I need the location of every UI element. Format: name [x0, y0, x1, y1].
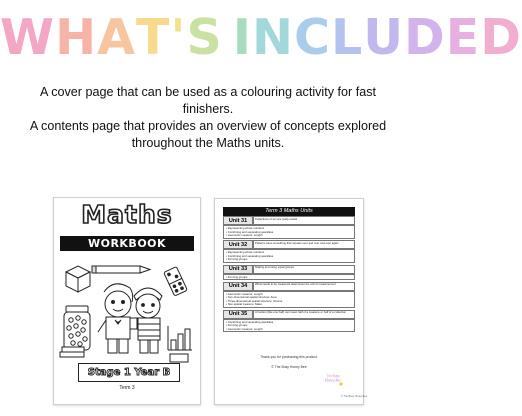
bar-graph-icon — [168, 326, 192, 350]
pencil-icon — [92, 266, 150, 273]
title-letter: L — [330, 9, 364, 66]
title-letter: I — [232, 9, 252, 66]
unit-name: Unit 31 — [223, 216, 253, 225]
base-ten-block-icon — [170, 354, 188, 362]
copyright-text: © The Busy Honey Bee — [341, 395, 368, 398]
counters-jar-icon — [64, 306, 90, 350]
description-line-contents: A contents page that provides an overview of concepts explored throughout the Maths units. — [29, 119, 387, 150]
unit-concepts-list — [223, 249, 355, 263]
unit-description: Collections of ten are really useful — [253, 216, 355, 225]
unit-concept-item: • Combining and separating quantities — [226, 231, 352, 235]
unit-concept-item: • Combining and separating quantities — [226, 255, 352, 259]
cover-term: Term 3 — [119, 385, 135, 391]
unit-row — [223, 240, 355, 249]
domino-icon — [164, 267, 188, 296]
unit-concept-item: • Geometric measure: Length — [226, 293, 352, 297]
cover-title: Maths — [81, 200, 173, 229]
unit-concept-item: • Three-dimensional spatial structure: Volume — [226, 300, 352, 304]
books-icon — [60, 347, 84, 357]
unit-row — [223, 265, 355, 274]
girl-figure — [130, 288, 162, 353]
cover-subtitle: WORKBOOK — [60, 236, 194, 251]
title-letter: D — [404, 9, 446, 66]
unit-concept-item: • Forming groups — [226, 258, 352, 262]
unit-concepts-list — [223, 225, 355, 239]
unit-row — [223, 216, 355, 225]
cube-icon — [66, 266, 90, 292]
unit-description: What needs to be measured determines the unit of measurement — [253, 282, 355, 291]
unit-concept-item: • Non-spatial measure: Mass — [226, 303, 352, 307]
kids-colouring-illustration — [58, 254, 196, 364]
unit-concepts-list — [223, 319, 355, 333]
svg-text:The Busy: The Busy — [326, 374, 340, 378]
unit-name: Unit 33 — [223, 265, 253, 274]
svg-text:Honey Bee: Honey Bee — [325, 378, 341, 383]
contents-heading: Term 3 Maths Units — [223, 207, 355, 216]
unit-concept-item: • Forming groups — [226, 276, 352, 280]
unit-concept-item: • Representing whole numbers — [226, 251, 352, 255]
boy-figure — [98, 284, 133, 353]
title-letter: U — [363, 9, 405, 66]
unit-description: Making and using equal groups — [253, 265, 355, 274]
unit-concept-item: • Representing whole numbers — [226, 227, 352, 231]
title-letter: C — [294, 9, 331, 66]
title-letter: A — [97, 9, 137, 66]
unit-name: Unit 35 — [223, 310, 253, 319]
unit-concept-item: • Two-dimensional spatial structure: Area — [226, 296, 352, 300]
title-letter: ' — [170, 9, 187, 66]
unit-concepts-list — [223, 274, 355, 281]
cover-page-preview — [53, 197, 201, 405]
title-letter: W — [0, 9, 56, 66]
contents-page-preview — [214, 198, 368, 405]
unit-description: Patterns have something that repeats over and over and over again — [253, 240, 355, 249]
unit-concept-item: • Geometric measure: Length — [226, 328, 352, 332]
cover-stage-band: Stage 1 Year B — [78, 363, 180, 382]
unit-concepts-list — [223, 291, 355, 308]
unit-name: Unit 34 — [223, 282, 253, 291]
title-letter — [223, 8, 233, 68]
description — [14, 84, 402, 152]
title-letter: D — [480, 9, 522, 66]
unit-description: A fraction (like one half) can mean half of a measure or half of a collection — [253, 310, 355, 319]
title-letter: N — [252, 9, 295, 66]
unit-concept-item: • Geometric measure: Length — [226, 234, 352, 238]
description-line-cover: A cover page that can be used as a colouring activity for fast finishers. — [39, 85, 377, 116]
unit-name: Unit 32 — [223, 240, 253, 249]
brand-credit: © The Busy Honey Bee — [271, 365, 307, 369]
busy-honey-bee-logo — [321, 371, 345, 387]
whats-included-title — [0, 8, 522, 68]
thank-you-note: Thank you for purchasing this product. — [260, 355, 318, 359]
title-letter: T — [136, 9, 171, 66]
unit-row — [223, 310, 355, 319]
unit-concept-item: • Forming groups — [226, 324, 352, 328]
title-letter: H — [55, 9, 98, 66]
title-letter: S — [186, 9, 223, 66]
title-letter: E — [445, 9, 481, 66]
unit-row — [223, 282, 355, 291]
unit-concept-item: • Combining and separating quantities — [226, 321, 352, 325]
